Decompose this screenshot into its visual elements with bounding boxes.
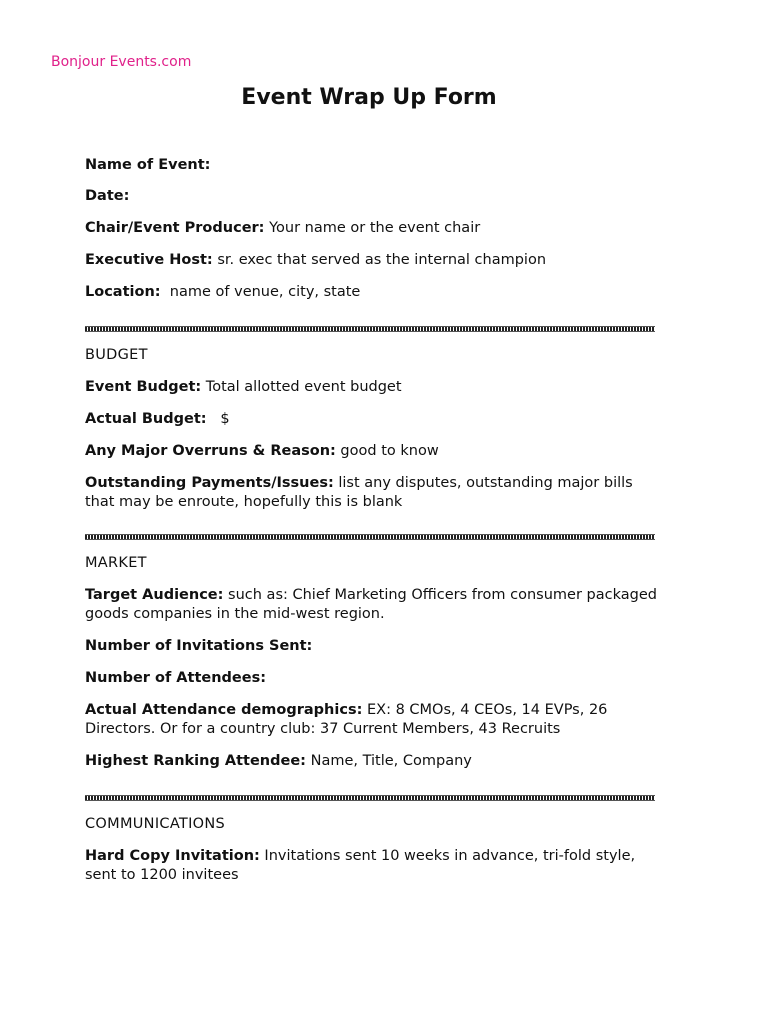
field-name-of-event: [85, 156, 665, 175]
page-title: Event Wrap Up Form: [241, 85, 497, 110]
field-executive-host: [85, 251, 665, 270]
field-event-budget: [85, 378, 665, 397]
field-actual-budget: [85, 410, 665, 429]
field-value: Total allotted event budget: [201, 379, 402, 395]
field-date: [85, 187, 665, 206]
field-label: Actual Attendance demographics:: [85, 702, 363, 718]
field-number-attendees: [85, 669, 665, 688]
field-highest-ranking-attendee: [85, 752, 665, 771]
field-hard-copy-invitation: [85, 847, 665, 885]
field-label: Location:: [85, 284, 161, 300]
field-label: Outstanding Payments/Issues:: [85, 475, 334, 491]
field-chair-producer: [85, 219, 665, 238]
field-label: Actual Budget:: [85, 411, 207, 427]
field-label: Hard Copy Invitation:: [85, 848, 260, 864]
field-label: Any Major Overruns & Reason:: [85, 443, 336, 459]
field-label: Number of Attendees:: [85, 670, 267, 686]
field-value: Invitations sent 10 weeks in advance, tri-fold style, sent to 1200 invitees: [85, 848, 636, 883]
section-divider: [85, 795, 655, 801]
field-value: Your name or the event chair: [264, 220, 481, 236]
field-overruns: [85, 442, 665, 461]
field-location: [85, 283, 665, 302]
field-label: Target Audience:: [85, 587, 224, 603]
form-content: [85, 156, 665, 885]
field-value: sr. exec that served as the internal champion: [212, 252, 547, 268]
field-value: list any disputes, outstanding major bills that may be enroute, hopefully this is blank: [85, 475, 633, 510]
field-label: Chair/Event Producer:: [85, 220, 265, 236]
section-heading-communications: COMMUNICATIONS: [85, 816, 226, 832]
field-label: Date:: [85, 188, 130, 204]
section-divider: [85, 534, 655, 540]
field-value: name of venue, city, state: [160, 284, 361, 300]
brand-link[interactable]: Bonjour Events.com: [51, 54, 192, 70]
field-label: Highest Ranking Attendee:: [85, 753, 306, 769]
section-heading-budget: BUDGET: [85, 347, 148, 363]
section-heading-market: MARKET: [85, 555, 147, 571]
section-divider: [85, 326, 655, 332]
field-outstanding-payments: [85, 474, 665, 512]
field-target-audience: [85, 586, 665, 624]
field-invitations-sent: [85, 637, 665, 656]
field-label: Event Budget:: [85, 379, 202, 395]
field-value: good to know: [335, 443, 439, 459]
field-value: Name, Title, Company: [305, 753, 472, 769]
field-value: $: [206, 411, 230, 427]
field-label: Name of Event:: [85, 157, 211, 173]
field-label: Number of Invitations Sent:: [85, 638, 313, 654]
field-value: EX: 8 CMOs, 4 CEOs, 14 EVPs, 26 Directors. Or for a country club: 37 Current Members, 43 Recruits: [85, 702, 608, 737]
field-attendance-demographics: [85, 701, 665, 739]
field-value: such as: Chief Marketing Officers from consumer packaged goods companies in the mid-west region.: [85, 587, 657, 622]
field-label: Executive Host:: [85, 252, 213, 268]
